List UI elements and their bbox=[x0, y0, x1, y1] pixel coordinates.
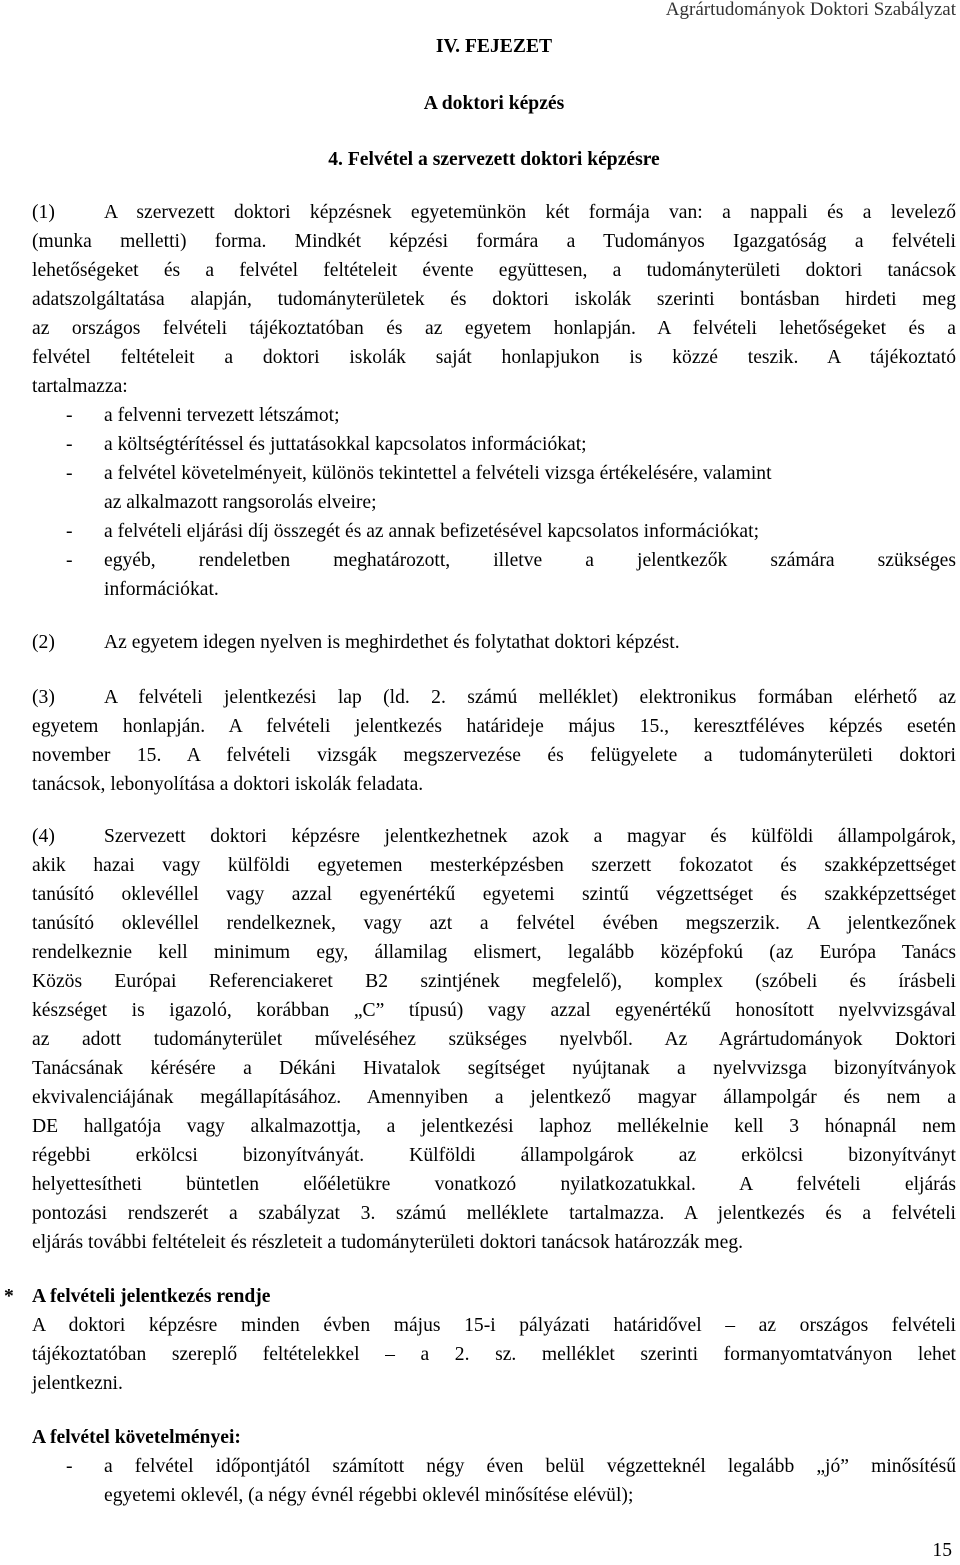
para1-line: tartalmazza: bbox=[32, 376, 128, 397]
application-heading: * A felvételi jelentkezés rendje bbox=[32, 1282, 956, 1311]
footnote-marker: * bbox=[4, 1286, 14, 1307]
para4-number: (4) bbox=[32, 826, 55, 847]
para4-line: ekvivalenciájának megállapításához. Amennyiben a jelentkező magyar állampolgár és nem a bbox=[32, 1087, 956, 1108]
page-number: 15 bbox=[932, 1540, 952, 1561]
chapter-label: IV. FEJEZET bbox=[435, 36, 553, 57]
para4-line: Tanácsának kérésére a Dékáni Hivatalok segítséget nyújtanak a nyelvvizsga bizonyítványok bbox=[32, 1058, 956, 1079]
para4-line: tanúsító oklevéllel vagy azzal egyenértékű egyetemi szintű végzettséget és szakképzettséget bbox=[32, 884, 956, 905]
para4-line: akik hazai vagy külföldi egyetemen mesterképzésben szerzett fokozatot és szakképzettséget bbox=[32, 855, 956, 876]
requirements-heading: A felvétel követelményei: bbox=[32, 1427, 241, 1448]
section-heading bbox=[32, 145, 956, 174]
para4-line: eljárás további feltételeit és részleteit a tudományterületi doktori tanácsok határozzák meg. bbox=[32, 1232, 744, 1253]
para2-line: (2) Az egyetem idegen nyelven is meghirdethet és folytathat doktori képzést. bbox=[32, 628, 956, 657]
para4-line: tanúsító oklevéllel rendelkeznek, vagy azt a felvétel évében megszerzik. A jelentkezőnek bbox=[32, 913, 956, 934]
para1-line: (munka melletti) forma. Mindkét képzési formára a Tudományos Igazgatóság a felvételi bbox=[32, 231, 956, 252]
document-page: Agrártudományok Doktori Szabályzat IV. FEJEZET A doktori képzés 4. Felvétel a szervezett doktori képzésre (1) A szervezett doktori képzésnek egyetemünkön két formája van: a nappali és a levelező (munka melletti) forma. Mindkét képzési formára a Tudományos Igazgatóság a felvételi lehetőségeket és a felvétel feltételeit évente együttesen, a tudományterületi doktori tanácsok adatszolgáltatása alapján, tudományterületek és doktori iskolák szerinti bontásban hirdeti meg az országos felvételi tájékoztatóban és az egyetem honlapján. A felvételi lehetőségeket és a felvétel feltételeit a doktori iskolák saját honlapjukon is közzé teszik. A tájékoztató tartalmazza: - a felvenni tervezett létszámot; - a költségtérítéssel és juttatásokkal kapcsolatos információkat; - a felvétel követelményeit, különös tekintettel a felvételi vizsga értékelésére, valamint az alkalmazott rangsorolás elveire; - a felvételi eljárási díj összegét és az annak befizetésével kapcsolatos információkat; - egyéb, rendeletben meghatározott, illetve a jelentkezők számára szükséges információkat. (2) Az egyetem idegen nyelven is meghirdethet és folytathat doktori képzést. (3) A felvételi jelentkezési lap (ld. 2. számú melléklet) elektronikus formában elérhető az egyetem honlapján. A felvételi jelentkezés határideje május 15., keresztféléves képzés esetén november 15. A felvételi vizsgák megszervezése és felügyelete a tudományterületi doktori tanácsok, lebonyolítása a doktori iskolák feladata. (4) Szervezett doktori képzésre jelentkezhetnek azok a magyar és külföldi állampolgárok, akik hazai vagy külföldi egyetemen mesterképzésben szerzett fokozatot és szakképzettséget tanúsító oklevéllel vagy azzal egyenértékű egyetemi szintű végzettséget és szakképzettséget tanúsító oklevéllel rendelkeznek, vagy azt a felvétel évében megszerzik. A jelentkezőnek rendelkeznie kell minimum egy, államilag elismert, legalább középfokú (az Európa Tanács Közös Európai Referenciakeret B2 szintjének megfelelő), komplex (szóbeli és írásbeli készséget is igazoló, korábban „C” típusú) vagy azzal egyenértékű honosított nyelvvizsgával az adott tudományterület műveléséhez szükséges nyelvből. Az Agrártudományok Doktori Tanácsának kérésére a Dékáni Hivatalok segítséget nyújtanak a nyelvvizsga bizonyítványok ekvivalenciájának megállapításához. Amennyiben a jelentkező magyar állampolgár és nem a DE hallgatója vagy alkalmazottja, a jelentkezési laphoz mellékelnie kell 3 hónapnál nem régebbi erkölcsi bizonyítványát. Külföldi állampolgárok az erkölcsi bizonyítványt helyettesítheti büntetlen előéletükre vonatkozó nyilatkozatukkal. A felvételi eljárás pontozási rendszerét a szabályzat 3. számú melléklete tartalmazza. A jelentkezés és a felvételi eljárás további feltételeit és részleteit a tudományterületi doktori tanácsok határozzák meg. * A felvételi jelentkezés rendje A doktori képzésre minden évben május 15-i pályázati határidővel – az országos felvételi tájékoztatóban szereplő feltételekkel – a 2. sz. melléklet szerinti formanyomtatványon lehet jelentkezni. A felvétel követelményei: - a felvétel időpontjától számított négy éven belül végzetteknél legalább „jó” minősítésű egyetemi oklevél, (a négy évnél régebbi oklevél minősítése elévül); 15 bbox=[32, 0, 956, 1563]
section-title: Felvétel a szervezett doktori képzésre bbox=[347, 149, 660, 170]
para3-line: november 15. A felvételi vizsgák megszervezése és felügyelete a tudományterületi doktori bbox=[32, 745, 956, 766]
section-number: 4. bbox=[328, 149, 343, 170]
para3-line: egyetem honlapján. A felvételi jelentkezés határideje május 15., keresztféléves képzés esetén bbox=[32, 716, 956, 737]
para1-line: az országos felvételi tájékoztatóban és az egyetem honlapján. A felvételi lehetőségeket és a bbox=[32, 318, 956, 339]
para4-line: régebbi erkölcsi bizonyítványát. Külföldi állampolgárok az erkölcsi bizonyítványt bbox=[32, 1145, 956, 1166]
para1-number: (1) bbox=[32, 202, 55, 223]
application-line: jelentkezni. bbox=[32, 1373, 123, 1394]
para4-line: Közös Európai Referenciakeret B2 szintjének megfelelő), komplex (szóbeli és írásbeli bbox=[32, 971, 956, 992]
para4-line: (4) Szervezett doktori képzésre jelentkezhetnek azok a magyar és külföldi állampolgárok, bbox=[32, 822, 956, 851]
running-header: Agrártudományok Doktori Szabályzat bbox=[665, 0, 956, 20]
para1-line: lehetőségeket és a felvétel feltételeit évente együttesen, a tudományterületi doktori tanácsok bbox=[32, 260, 956, 281]
para3-number: (3) bbox=[32, 687, 55, 708]
para1-line: felvétel feltételeit a doktori iskolák saját honlapjukon is közzé teszik. A tájékoztató bbox=[32, 347, 956, 368]
para3-line: tanácsok, lebonyolítása a doktori iskolák feladata. bbox=[32, 774, 424, 795]
para4-line: helyettesítheti büntetlen előéletükre vonatkozó nyilatkozatukkal. A felvételi eljárás bbox=[32, 1174, 956, 1195]
application-line: tájékoztatóban szereplő feltételekkel – a 2. sz. melléklet szerinti formanyomtatványon lehet bbox=[32, 1344, 956, 1365]
para4-line: készséget is igazoló, korábban „C” típusú) vagy azzal egyenértékű honosított nyelvvizsgával bbox=[32, 1000, 956, 1021]
para1-line: (1) A szervezett doktori képzésnek egyetemünkön két formája van: a nappali és a levelező bbox=[32, 198, 956, 227]
para2-number: (2) bbox=[32, 632, 55, 653]
para1-line: adatszolgáltatása alapján, tudományterületek és doktori iskolák szerinti bontásban hirdeti meg bbox=[32, 289, 956, 310]
para4-line: az adott tudományterület műveléséhez szükséges nyelvből. Az Agrártudományok Doktori bbox=[32, 1029, 956, 1050]
application-line: A doktori képzésre minden évben május 15-i pályázati határidővel – az országos felvételi bbox=[32, 1315, 956, 1336]
para4-line: rendelkeznie kell minimum egy, államilag elismert, legalább középfokú (az Európa Tanács bbox=[32, 942, 956, 963]
para4-line: pontozási rendszerét a szabályzat 3. számú melléklete tartalmazza. A jelentkezés és a felvételi bbox=[32, 1203, 956, 1224]
para3-line: (3) A felvételi jelentkezési lap (ld. 2. számú melléklet) elektronikus formában elérhető az bbox=[32, 683, 956, 712]
chapter-title: A doktori képzés bbox=[423, 93, 565, 114]
para4-line: DE hallgatója vagy alkalmazottja, a jelentkezési laphoz mellékelnie kell 3 hónapnál nem bbox=[32, 1116, 956, 1137]
